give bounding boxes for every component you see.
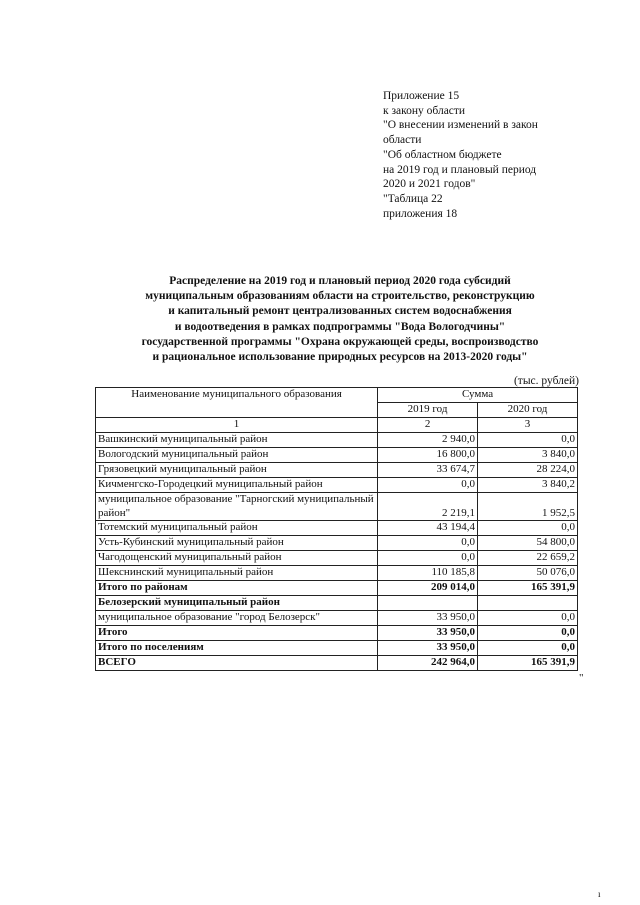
subtotal-row xyxy=(96,641,578,656)
appendix-line: "Об областном бюджете xyxy=(383,148,502,161)
appendix-line: приложения 18 xyxy=(383,207,458,220)
units-label: (тыс. рублей) xyxy=(513,375,579,387)
row-name: Шекснинский муниципальный район xyxy=(96,566,378,581)
row-value-2019: 0,0 xyxy=(378,478,478,493)
row-value-2020: 3 840,0 xyxy=(478,448,578,463)
row-name: Белозерский муниципальный район xyxy=(96,596,378,611)
row-value-2019: 33 950,0 xyxy=(378,641,478,656)
grand-total-row xyxy=(96,656,578,671)
page-marker: ı xyxy=(598,889,601,899)
title-line: муниципальным образованиям области на строительство, реконструкцию xyxy=(145,290,535,303)
row-value-2019: 16 800,0 xyxy=(378,448,478,463)
header-sum: Сумма xyxy=(378,388,578,403)
appendix-line: 2020 и 2021 годов" xyxy=(383,178,476,191)
row-name: Итого по поселениям xyxy=(96,641,378,656)
row-value-2020: 28 224,0 xyxy=(478,463,578,478)
column-number: 1 xyxy=(96,418,378,433)
row-value-2019: 2 219,1 xyxy=(378,493,478,521)
row-value-2019 xyxy=(378,596,478,611)
row-value-2020: 22 659,2 xyxy=(478,551,578,566)
row-value-2020: 0,0 xyxy=(478,626,578,641)
table-row xyxy=(96,493,578,521)
row-value-2020: 0,0 xyxy=(478,521,578,536)
column-number: 3 xyxy=(478,418,578,433)
row-value-2019: 33 950,0 xyxy=(378,611,478,626)
table-row xyxy=(96,448,578,463)
appendix-reference xyxy=(383,89,583,221)
appendix-line: "Таблица 22 xyxy=(383,192,443,205)
title-line: и рациональное использование природных ресурсов на 2013-2020 годы" xyxy=(152,351,528,364)
row-value-2020: 0,0 xyxy=(478,641,578,656)
title-line: государственной программы "Охрана окружающей среды, воспроизводство xyxy=(141,335,539,348)
appendix-line: области xyxy=(383,134,422,147)
row-value-2019: 2 940,0 xyxy=(378,433,478,448)
appendix-line: на 2019 год и плановый период xyxy=(383,163,537,176)
row-name: ВСЕГО xyxy=(96,656,378,671)
row-value-2019: 43 194,4 xyxy=(378,521,478,536)
row-name: Вологодский муниципальный район xyxy=(96,448,378,463)
row-name: муниципальное образование "Тарногский муниципальный район" xyxy=(96,493,378,521)
row-name: Вашкинский муниципальный район xyxy=(96,433,378,448)
row-value-2019: 33 674,7 xyxy=(378,463,478,478)
appendix-line: "О внесении изменений в закон xyxy=(383,119,538,132)
table-row xyxy=(96,521,578,536)
row-name: Итого по районам xyxy=(96,581,378,596)
group-heading-row xyxy=(96,596,578,611)
table-row xyxy=(96,433,578,448)
row-value-2019: 110 185,8 xyxy=(378,566,478,581)
document-title xyxy=(100,274,580,365)
row-name: муниципальное образование "город Белозерск" xyxy=(96,611,378,626)
row-value-2019: 242 964,0 xyxy=(378,656,478,671)
row-name: Итого xyxy=(96,626,378,641)
title-line: и капитальный ремонт централизованных систем водоснабжения xyxy=(168,305,512,318)
column-number: 2 xyxy=(378,418,478,433)
row-value-2020: 165 391,9 xyxy=(478,581,578,596)
subsidy-table xyxy=(95,387,578,671)
closing-quote: " xyxy=(579,672,584,684)
subtotal-row xyxy=(96,626,578,641)
table-row xyxy=(96,463,578,478)
row-value-2020: 50 076,0 xyxy=(478,566,578,581)
row-value-2019: 0,0 xyxy=(378,551,478,566)
row-value-2020: 0,0 xyxy=(478,611,578,626)
row-value-2019: 0,0 xyxy=(378,536,478,551)
row-value-2020: 1 952,5 xyxy=(478,493,578,521)
subtotal-row xyxy=(96,581,578,596)
row-name: Грязовецкий муниципальный район xyxy=(96,463,378,478)
table-row xyxy=(96,611,578,626)
row-name: Усть-Кубинский муниципальный район xyxy=(96,536,378,551)
appendix-line: к закону области xyxy=(383,104,466,117)
title-line: Распределение на 2019 год и плановый период 2020 года субсидий xyxy=(169,275,511,287)
row-value-2020 xyxy=(478,596,578,611)
header-row xyxy=(96,388,578,403)
title-line: и водоотведения в рамках подпрограммы "Вода Вологодчины" xyxy=(174,320,506,333)
row-value-2019: 33 950,0 xyxy=(378,626,478,641)
row-name: Чагодощенский муниципальный район xyxy=(96,551,378,566)
row-value-2020: 3 840,2 xyxy=(478,478,578,493)
table-row xyxy=(96,536,578,551)
table-row xyxy=(96,478,578,493)
column-number-row xyxy=(96,418,578,433)
row-name: Кичменгско-Городецкий муниципальный район xyxy=(96,478,378,493)
header-name: Наименование муниципального образования xyxy=(96,388,378,418)
table-row xyxy=(96,566,578,581)
row-value-2020: 165 391,9 xyxy=(478,656,578,671)
table-row xyxy=(96,551,578,566)
row-value-2020: 0,0 xyxy=(478,433,578,448)
appendix-line: Приложение 15 xyxy=(383,90,460,102)
header-year-2019: 2019 год xyxy=(378,403,478,418)
row-name: Тотемский муниципальный район xyxy=(96,521,378,536)
row-value-2019: 209 014,0 xyxy=(378,581,478,596)
row-value-2020: 54 800,0 xyxy=(478,536,578,551)
header-year-2020: 2020 год xyxy=(478,403,578,418)
